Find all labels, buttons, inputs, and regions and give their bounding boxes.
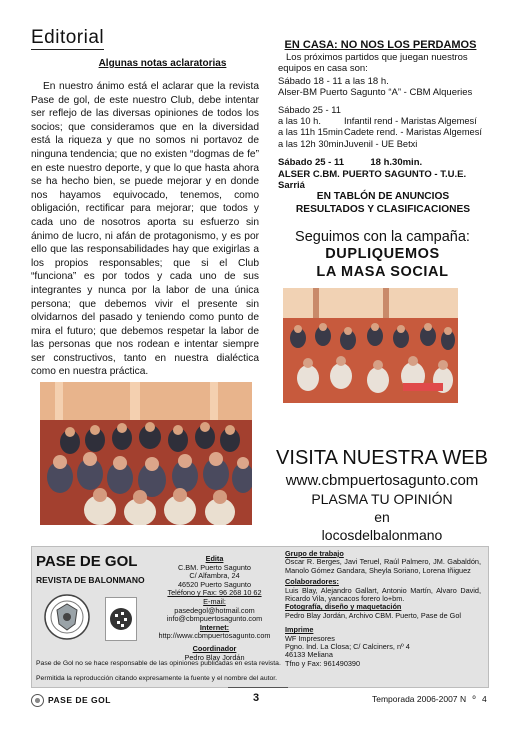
edita-line: C.BM. Puerto Sagunto [177, 562, 251, 572]
schedule-row [278, 116, 482, 127]
working-group: Óscar R. Berges, Javi Teruel, Raúl Palmero, JM. Gabaldón, Manolo Gómez Gandara, Sheyla Soriano, Lorena Iñiguez [285, 557, 481, 575]
disclaimer-reproduction: Permitida la reproducción citando expresamente la fuente y el nombre del autor. [36, 675, 278, 682]
website-promo-title: VISITA NUESTRA WEB [276, 447, 488, 469]
fans-photo-illustration [283, 288, 458, 403]
highlight-match [278, 157, 488, 192]
team-photo-stands [40, 382, 252, 525]
club-logo-icon [40, 592, 95, 642]
website-url[interactable]: www.cbmpuertosagunto.com [285, 472, 479, 489]
collaborators: Luis Blay, Alejandro Gallart, Antonio Martín, Alvaro David, Ricardo Vila, yancacos forero lo+bm. [285, 585, 481, 604]
forum-name: locosdelbalonmano [321, 527, 443, 543]
notice-board-line2: RESULTADOS Y CLASIFICACIONES [295, 204, 471, 215]
editorial-body [31, 80, 259, 379]
photo-design: Pedro Blay Jordán, Archivo CBM. Puerto, Pase de Gol [285, 610, 462, 620]
coordinator-name: Pedro Blay Jordán [184, 652, 245, 662]
phone-fax: Teléfono y Fax: 96 268 10 62 [167, 588, 262, 598]
fans-photo-stands [283, 288, 458, 403]
printer-line: Tfno y Fax: 961490390 [285, 658, 361, 668]
page-number-divider [228, 687, 288, 688]
email-link[interactable]: pasedegol@hotmail.com [174, 605, 255, 615]
schedule-time: a las 12h 30min [278, 138, 344, 149]
campaign-line3: LA MASA SOCIAL [316, 264, 449, 280]
highlight-date: Sábado 25 - 11 18 h.30min. [278, 157, 423, 168]
working-group-label: Grupo de trabajo [285, 549, 344, 558]
website-promo-opinion: PLASMA TU OPINIÓN [311, 491, 453, 507]
campaign-line1: Seguimos con la campaña: [295, 229, 470, 245]
mosaic-logo-icon [106, 598, 136, 640]
schedule-block1-match: Alser-BM Puerto Sagunto “A” - CBM Alqueries [278, 87, 473, 98]
printer-line: WF Impresores [285, 633, 335, 643]
ball-icon [31, 694, 44, 707]
disclaimer-opinions: Pase de Gol no se hace responsable de las opiniones publicadas en esta revista. [36, 660, 281, 667]
schedule-heading: EN CASA: NO NOS LOS PERDAMOS [284, 39, 477, 51]
notice-board [278, 190, 488, 216]
edita-line: C/ Alfambra, 24 [189, 571, 240, 581]
email-link[interactable]: info@cbmpuertosagunto.com [166, 614, 263, 624]
edita-label: Edita [205, 554, 224, 563]
editorial-heading: Editorial [31, 27, 105, 48]
footer-brand-text: PASE DE GOL [48, 694, 111, 705]
credits [285, 550, 481, 668]
masthead-title: PASE DE GOL [36, 553, 138, 570]
notice-board-line1: EN TABLÓN DE ANUNCIOS [316, 191, 450, 202]
printer-label: Imprime [285, 625, 314, 635]
team-photo-illustration [40, 382, 252, 525]
schedule-block1-date: Sábado 18 - 11 a las 18 h. [278, 76, 389, 87]
photo-design-label: Fotografía, diseño y maquetación [285, 602, 402, 612]
schedule-time: a las 10 h. [278, 116, 321, 127]
schedule-match: Infantil rend - Maristas Algemesí [344, 116, 477, 127]
footer-brand [31, 694, 111, 707]
collaborators-label: Colaboradores: [285, 577, 339, 587]
internet-link[interactable]: http://www.cbmpuertosagunto.com [158, 631, 271, 641]
sponsor-logo-icon [105, 597, 137, 641]
schedule-row [278, 127, 482, 138]
website-promo [262, 445, 502, 544]
season-label: Temporada 2006-2007 [372, 694, 458, 704]
publisher-info [157, 555, 272, 662]
issue-number: N º 4 [460, 694, 489, 704]
page-number: 3 [253, 692, 260, 704]
masthead-subtitle: REVISTA DE BALONMANO [36, 575, 145, 585]
edita-line: 46520 Puerto Sagunto [177, 579, 252, 589]
schedule-intro [278, 52, 486, 98]
schedule-match: Juvenil - UE Betxi [344, 138, 418, 149]
schedule-intro-text: Los próximos partidos que juegan nuestros equipos en casa son: [278, 52, 468, 74]
printer-line: 46133 Meliana [285, 650, 333, 660]
editorial-subtitle: Algunas notas aclaratorias [98, 58, 227, 69]
schedule-row [278, 139, 482, 150]
schedule-time: a las 11h 15min [278, 127, 343, 138]
highlight-teams: ALSER C.BM. PUERTO SAGUNTO - T.U.E. Sarriá [278, 168, 467, 191]
coordinator-label: Coordinador [192, 643, 237, 653]
schedule-match: Cadete rend. - Maristas Algemesí [344, 127, 482, 138]
schedule-block2 [278, 105, 482, 150]
campaign-block [275, 229, 490, 281]
club-crest-icon [40, 592, 95, 642]
schedule-block2-date: Sábado 25 - 11 [278, 105, 341, 115]
website-promo-en: en [374, 509, 390, 525]
internet-label: Internet: [199, 622, 230, 632]
printer-line: Pgno. Ind. La Closa; C/ Calciners, nº 4 [285, 642, 410, 652]
campaign-line2: DUPLIQUEMOS [325, 246, 440, 262]
editorial-paragraph: En nuestro ánimo está el aclarar que la revista Pase de gol, de este nuestro Club, debe intentar ser reflejo de las diversas opiniones de todos los socios; que consideramos que en la diversidad está la riqueza y que no somos ni portavoz de ninguna tendencia; que no existen “dogmas de fe” en este nuestro deporte, y que lo que hasta ahora se ha hecho bien, se puede mejorar y en donde nos hayamos equivocado, tenemos, como obligación, rectificar para mejorar; que todos y cada uno de nosotros aporta su esfuerzo sin ánimo de lucro, ni afán de protagonismo, y es por ello que las responsabilidades hay que exigirlas a los propios responsables; que si el Club “funciona” es por todos y cada uno de sus integrantes y nunca por la labor de una única persona; que debemos vivir el presente sin olvidarnos del pasado y teniendo como punto de mira el futuro; que debemos respetar la labor de las personas que nos rodean e intentar siempre ser constructivos, tanto en nuestra dialéctica como en nuestra práctica. [31, 81, 259, 378]
email-label: E-mail: [203, 596, 226, 606]
